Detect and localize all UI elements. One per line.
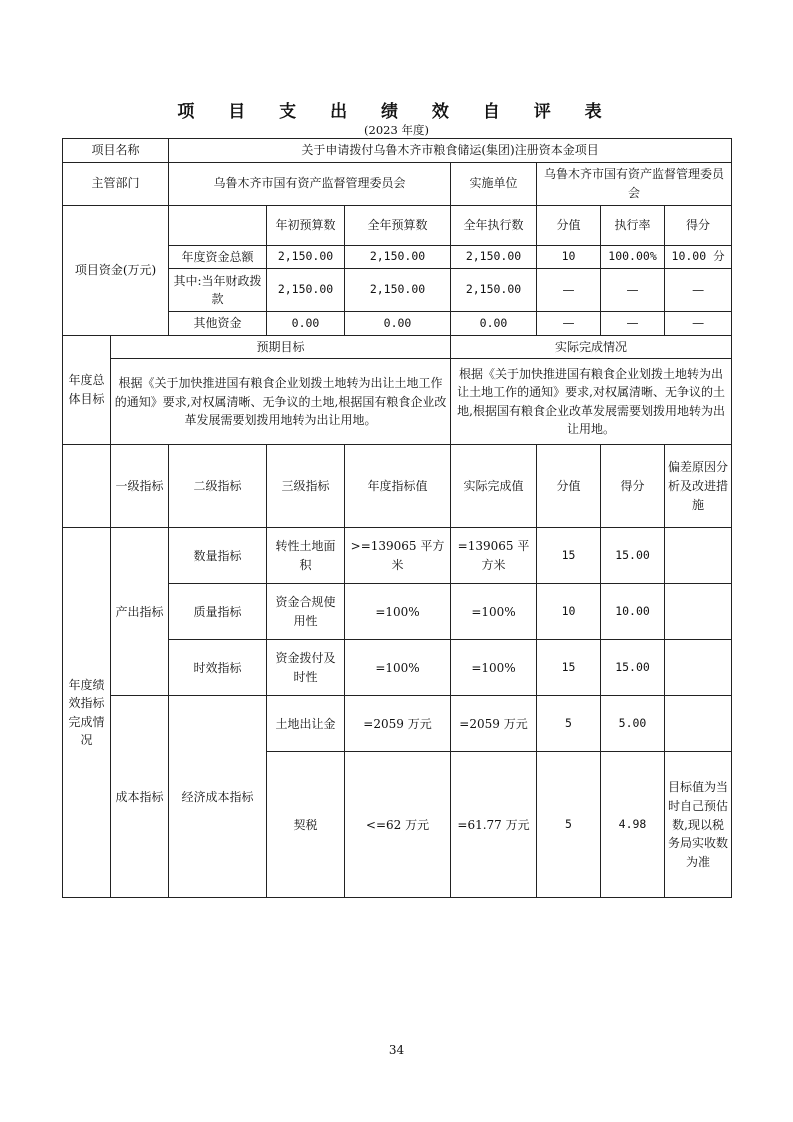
page-number: 34 xyxy=(388,1043,405,1057)
funds-header-score: 得分 xyxy=(665,205,732,245)
page-title: 项 目 支 出 绩 效 自 评 表 xyxy=(177,102,616,122)
header-actual: 实际完成值 xyxy=(451,445,537,528)
indicator-level3: 契税 xyxy=(267,752,345,898)
indicator-score: 15.00 xyxy=(601,640,665,696)
funds-header-initial: 年初预算数 xyxy=(267,205,345,245)
indicator-corner xyxy=(63,445,111,528)
funds-score-value: — xyxy=(537,269,601,312)
indicator-target: =100% xyxy=(345,640,451,696)
funds-header-row xyxy=(63,205,732,245)
funds-header-executed: 全年执行数 xyxy=(451,205,537,245)
indicator-value: 5 xyxy=(537,752,601,898)
funds-initial: 2,150.00 xyxy=(267,269,345,312)
indicator-target: =2059 万元 xyxy=(345,696,451,752)
funds-executed: 2,150.00 xyxy=(451,245,537,269)
funds-header-annual: 全年预算数 xyxy=(345,205,451,245)
indicator-level2: 质量指标 xyxy=(169,584,267,640)
implementer-value: 乌鲁木齐市国有资产监督管理委员会 xyxy=(537,162,732,205)
indicator-actual: =61.77 万元 xyxy=(451,752,537,898)
indicator-score: 4.98 xyxy=(601,752,665,898)
cost-level2: 经济成本指标 xyxy=(169,696,267,898)
indicator-row xyxy=(63,696,732,752)
funds-row-label: 其他资金 xyxy=(169,312,267,336)
department-label: 主管部门 xyxy=(63,162,169,205)
indicator-value: 10 xyxy=(537,584,601,640)
header-note: 偏差原因分析及改进措施 xyxy=(665,445,732,528)
expected-goal-text: 根据《关于加快推进国有粮食企业划拨土地转为出让土地工作的通知》要求,对权属清晰、无争议的土地,根据国有粮食企业改革发展需要划拨用地转为出让用地。 xyxy=(111,359,451,445)
project-name: 关于申请拨付乌鲁木齐市粮食储运(集团)注册资本金项目 xyxy=(169,139,732,163)
indicators-section-label: 年度绩效指标完成情况 xyxy=(63,528,111,898)
funds-score: — xyxy=(665,269,732,312)
indicator-target: >=139065 平方米 xyxy=(345,528,451,584)
indicator-level3: 资金拨付及时性 xyxy=(267,640,345,696)
funds-score-value: 10 xyxy=(537,245,601,269)
implementer-label: 实施单位 xyxy=(451,162,537,205)
funds-annual: 2,150.00 xyxy=(345,269,451,312)
funds-annual: 2,150.00 xyxy=(345,245,451,269)
header-level1: 一级指标 xyxy=(111,445,169,528)
indicator-row xyxy=(63,528,732,584)
funds-initial: 0.00 xyxy=(267,312,345,336)
page-subtitle: (2023 年度) xyxy=(364,123,429,137)
funds-rate: 100.00% xyxy=(601,245,665,269)
goals-header-row xyxy=(63,335,732,359)
expected-goal-label: 预期目标 xyxy=(111,335,451,359)
indicator-level3: 转性土地面积 xyxy=(267,528,345,584)
funds-rate: — xyxy=(601,312,665,336)
indicator-score: 5.00 xyxy=(601,696,665,752)
funds-score-value: — xyxy=(537,312,601,336)
funds-row-label: 年度资金总额 xyxy=(169,245,267,269)
actual-goal-label: 实际完成情况 xyxy=(451,335,732,359)
department-value: 乌鲁木齐市国有资产监督管理委员会 xyxy=(169,162,451,205)
department-row xyxy=(63,162,732,205)
funds-label: 项目资金(万元) xyxy=(63,205,169,335)
indicator-score: 10.00 xyxy=(601,584,665,640)
goals-label: 年度总体目标 xyxy=(63,335,111,445)
funds-score: — xyxy=(665,312,732,336)
indicator-level3: 资金合规使用性 xyxy=(267,584,345,640)
indicator-actual: =139065 平方米 xyxy=(451,528,537,584)
funds-header-score-value: 分值 xyxy=(537,205,601,245)
funds-initial: 2,150.00 xyxy=(267,245,345,269)
indicator-value: 15 xyxy=(537,640,601,696)
funds-executed: 0.00 xyxy=(451,312,537,336)
funds-annual: 0.00 xyxy=(345,312,451,336)
indicator-actual: =2059 万元 xyxy=(451,696,537,752)
indicator-level3: 土地出让金 xyxy=(267,696,345,752)
goals-content-row xyxy=(63,359,732,445)
header-level3: 三级指标 xyxy=(267,445,345,528)
indicator-value: 5 xyxy=(537,696,601,752)
funds-executed: 2,150.00 xyxy=(451,269,537,312)
project-name-row xyxy=(63,139,732,163)
indicator-note xyxy=(665,696,732,752)
self-evaluation-table xyxy=(62,138,732,898)
header-level2: 二级指标 xyxy=(169,445,267,528)
indicator-level2: 数量指标 xyxy=(169,528,267,584)
cost-level1: 成本指标 xyxy=(111,696,169,898)
header-value: 分值 xyxy=(537,445,601,528)
header-target: 年度指标值 xyxy=(345,445,451,528)
funds-rate: — xyxy=(601,269,665,312)
funds-row-label: 其中:当年财政拨款 xyxy=(169,269,267,312)
indicator-level2: 时效指标 xyxy=(169,640,267,696)
indicator-target: =100% xyxy=(345,584,451,640)
indicator-header-row xyxy=(63,445,732,528)
indicator-actual: =100% xyxy=(451,640,537,696)
project-name-label: 项目名称 xyxy=(63,139,169,163)
indicator-actual: =100% xyxy=(451,584,537,640)
indicator-note: 目标值为当时自己预估数,现以税务局实收数为准 xyxy=(665,752,732,898)
header-score: 得分 xyxy=(601,445,665,528)
funds-corner xyxy=(169,205,267,245)
funds-header-rate: 执行率 xyxy=(601,205,665,245)
indicator-note xyxy=(665,584,732,640)
indicator-note xyxy=(665,640,732,696)
indicator-value: 15 xyxy=(537,528,601,584)
indicator-target: <=62 万元 xyxy=(345,752,451,898)
funds-score: 10.00 分 xyxy=(665,245,732,269)
indicator-note xyxy=(665,528,732,584)
actual-goal-text: 根据《关于加快推进国有粮食企业划拨土地转为出让土地工作的通知》要求,对权属清晰、无争议的土地,根据国有粮食企业改革发展需要划拨用地转为出让用地。 xyxy=(451,359,732,445)
indicator-score: 15.00 xyxy=(601,528,665,584)
output-level1: 产出指标 xyxy=(111,528,169,696)
